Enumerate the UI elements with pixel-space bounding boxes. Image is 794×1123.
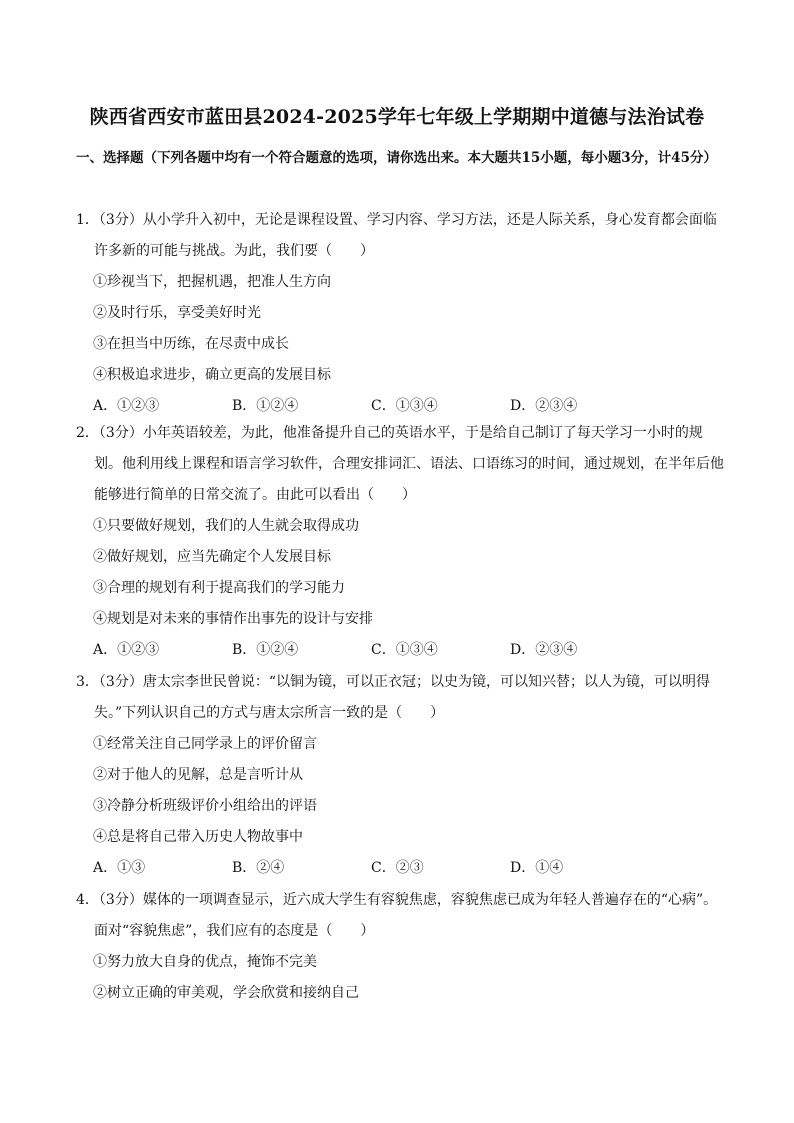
question-stem: [76, 205, 724, 267]
choice-a: A．①③: [93, 860, 146, 876]
question-4: [76, 885, 724, 1009]
choice-a: A．①②③: [93, 642, 160, 658]
question-number: 4．: [76, 892, 99, 908]
question-number: 1．: [76, 212, 99, 228]
option-1: ①经常关注自己同学录上的评价留言: [93, 736, 317, 752]
choice-a: A．①②③: [93, 398, 160, 414]
question-1: [76, 205, 724, 422]
option-2: ②树立正确的审美观，学会欣赏和接纳自己: [93, 985, 359, 1001]
option-4: ④规划是对未来的事情作出事先的设计与安排: [93, 611, 373, 627]
option-3: ③合理的规划有利于提高我们的学习能力: [93, 580, 345, 596]
choice-b: B．①②④: [232, 642, 299, 658]
option-1: ①努力放大自身的优点，掩饰不完美: [93, 954, 317, 970]
question-number: 3．: [76, 674, 99, 690]
question-stem: [76, 418, 724, 511]
answer-choices: [76, 853, 724, 884]
question-text: （3分）媒体的一项调查显示，近六成大学生有容貌焦虑，容貌焦虑已成为年轻人普遍存在的“心病”。面对“容貌焦虑”，我们应有的态度是（ ）: [94, 892, 718, 939]
option-2: ②做好规划，应当先确定个人发展目标: [93, 549, 331, 565]
question-text: （3分）唐太宗李世民曾说：“以铜为镜，可以正衣冠；以史为镜，可以知兴替；以人为镜，可以明得失。”下列认识自己的方式与唐太宗所言一致的是（ ）: [94, 674, 710, 721]
option-4: ④积极追求进步，确立更高的发展目标: [93, 367, 331, 383]
document-title: 陕西省西安市蓝田县2024-2025学年七年级上学期期中道德与法治试卷: [89, 106, 705, 128]
option-2: ②及时行乐，享受美好时光: [93, 305, 261, 321]
option-3: ③冷静分析班级评价小组给出的评语: [93, 798, 317, 814]
choice-b: B．①②④: [232, 398, 299, 414]
question-number: 2．: [76, 425, 99, 441]
section-heading: 一、选择题（下列各题中均有一个符合题意的选项，请你选出来。本大题共15小题，每小题3分，计45分）: [76, 150, 717, 166]
option-3: ③在担当中历练，在尽责中成长: [93, 336, 289, 352]
choice-d: D．①④: [510, 860, 564, 876]
option-1: ①珍视当下，把握机遇，把准人生方向: [93, 274, 331, 290]
choice-c: C．②③: [371, 860, 424, 876]
option-1: ①只要做好规划，我们的人生就会取得成功: [93, 518, 359, 534]
question-text: （3分）小年英语较差，为此，他准备提升自己的英语水平，于是给自己制订了每天学习一小时的规划。他利用线上课程和语言学习软件，合理安排词汇、语法、口语练习的时间，通过规划，在半年后他能够进行简单的日常交流了。由此可以看出（ ）: [94, 425, 724, 503]
question-stem: [76, 667, 724, 729]
question-stem: [76, 885, 724, 947]
choice-d: D．②③④: [510, 398, 578, 414]
answer-choices: [76, 635, 724, 666]
choice-b: B．②④: [232, 860, 285, 876]
option-2: ②对于他人的见解，总是言听计从: [93, 767, 303, 783]
choice-c: C．①③④: [371, 398, 438, 414]
question-text: （3分）从小学升入初中，无论是课程设置、学习内容、学习方法，还是人际关系，身心发育都会面临许多新的可能与挑战。为此，我们要（ ）: [94, 212, 717, 259]
question-3: [76, 667, 724, 884]
question-2: [76, 418, 724, 666]
option-4: ④总是将自己带入历史人物故事中: [93, 829, 303, 845]
choice-d: D．②③④: [510, 642, 578, 658]
choice-c: C．①③④: [371, 642, 438, 658]
